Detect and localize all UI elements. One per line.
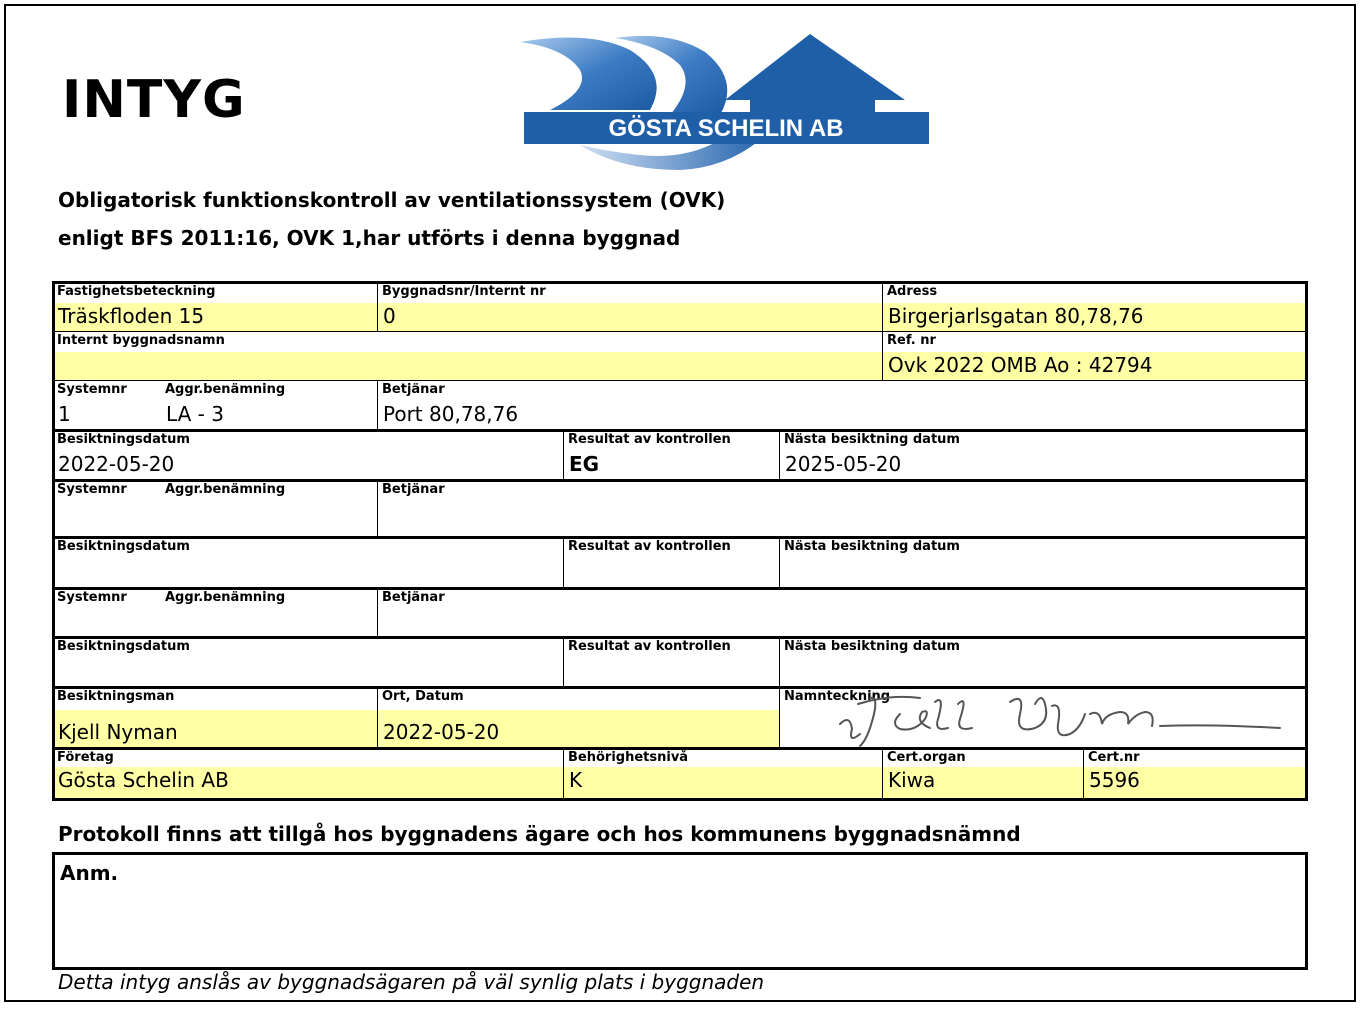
divider <box>52 429 1308 432</box>
byggnadsnr-value: 0 <box>383 304 396 328</box>
besiktningsman-cell[interactable] <box>52 687 378 749</box>
adress-value: Birgerjarlsgatan 80,78,76 <box>888 304 1144 328</box>
logo-text: GÖSTA SCHELIN AB <box>608 115 844 142</box>
resultat-label: Resultat av kontrollen <box>568 539 731 554</box>
ref-cell[interactable] <box>882 331 1308 381</box>
besiktningsdatum-cell[interactable] <box>52 430 564 480</box>
betjanar-label: Betjänar <box>382 590 445 605</box>
divider <box>52 587 1308 590</box>
ort-datum-label: Ort, Datum <box>382 689 464 704</box>
divider <box>52 536 1308 539</box>
betjanar-cell[interactable] <box>377 380 1308 430</box>
protocol-notice: Protokoll finns att tillgå hos byggnadens ägare och hos kommunens byggnadsnämnd <box>58 822 1021 846</box>
certorgan-cell[interactable] <box>882 748 1084 800</box>
divider <box>52 479 1308 482</box>
adress-label: Adress <box>887 284 938 299</box>
systemnr-cell[interactable] <box>52 480 378 538</box>
foretag-value: Gösta Schelin AB <box>58 768 229 792</box>
resultat-cell[interactable] <box>563 430 780 480</box>
aggr-label: Aggr.benämning <box>165 382 286 397</box>
nasta-besiktning-label: Nästa besiktning datum <box>784 639 960 654</box>
divider <box>52 686 1308 689</box>
nasta-besiktning-cell[interactable] <box>779 637 1308 688</box>
nasta-besiktning-label: Nästa besiktning datum <box>784 432 960 447</box>
certnr-label: Cert.nr <box>1088 750 1140 765</box>
resultat-value: EG <box>569 452 600 476</box>
ort-datum-value: 2022-05-20 <box>383 720 500 744</box>
namnteckning-cell[interactable] <box>779 687 1308 749</box>
systemnr-value: 1 <box>58 402 71 426</box>
aggr-label: Aggr.benämning <box>165 482 286 497</box>
systemnr-label: Systemnr <box>57 382 127 397</box>
betjanar-cell[interactable] <box>377 480 1308 538</box>
aggr-label: Aggr.benämning <box>165 590 286 605</box>
betjanar-label: Betjänar <box>382 482 445 497</box>
ref-label: Ref. nr <box>887 333 936 348</box>
systemnr-cell[interactable] <box>52 380 378 430</box>
byggnadsnr-cell[interactable] <box>377 282 883 332</box>
besiktningsdatum-cell[interactable] <box>52 537 564 588</box>
besiktningsdatum-label: Besiktningsdatum <box>57 539 190 554</box>
byggnadsnr-label: Byggnadsnr/Internt nr <box>382 284 546 299</box>
besiktningsdatum-label: Besiktningsdatum <box>57 639 190 654</box>
ort-datum-cell[interactable] <box>377 687 780 749</box>
divider <box>52 747 1308 750</box>
resultat-label: Resultat av kontrollen <box>568 432 731 447</box>
company-logo <box>520 30 930 180</box>
intro-line-1: Obligatorisk funktionskontroll av ventilationssystem (OVK) <box>58 188 726 212</box>
besiktningsman-label: Besiktningsman <box>57 689 175 704</box>
besiktningsman-value: Kjell Nyman <box>58 720 178 744</box>
namnteckning-label: Namnteckning <box>784 689 891 704</box>
adress-cell[interactable] <box>882 282 1308 332</box>
betjanar-value: Port 80,78,76 <box>383 402 519 426</box>
divider <box>52 636 1308 639</box>
resultat-cell[interactable] <box>563 537 780 588</box>
nasta-besiktning-value: 2025-05-20 <box>785 452 902 476</box>
aggr-value: LA - 3 <box>166 402 224 426</box>
fastighet-value: Träskfloden 15 <box>58 304 205 328</box>
besiktningsdatum-cell[interactable] <box>52 637 564 688</box>
besiktningsdatum-label: Besiktningsdatum <box>57 432 190 447</box>
betjanar-cell[interactable] <box>377 588 1308 638</box>
ref-value: Ovk 2022 OMB Ao : 42794 <box>888 353 1153 377</box>
foretag-cell[interactable] <box>52 748 564 800</box>
certnr-value: 5596 <box>1089 768 1140 792</box>
fastighet-cell[interactable] <box>52 282 378 332</box>
resultat-cell[interactable] <box>563 637 780 688</box>
intro-line-2: enligt BFS 2011:16, OVK 1,har utförts i denna byggnad <box>58 226 681 250</box>
systemnr-label: Systemnr <box>57 590 127 605</box>
behorighet-value: K <box>569 768 583 792</box>
foretag-label: Företag <box>57 750 114 765</box>
systemnr-label: Systemnr <box>57 482 127 497</box>
betjanar-label: Betjänar <box>382 382 445 397</box>
nasta-besiktning-label: Nästa besiktning datum <box>784 539 960 554</box>
anm-box[interactable] <box>52 852 1308 970</box>
resultat-label: Resultat av kontrollen <box>568 639 731 654</box>
certorgan-value: Kiwa <box>888 768 936 792</box>
besiktningsdatum-value: 2022-05-20 <box>58 452 175 476</box>
fastighet-label: Fastighetsbeteckning <box>57 284 216 299</box>
behorighet-label: Behörighetsnivå <box>568 750 689 765</box>
nasta-besiktning-cell[interactable] <box>779 537 1308 588</box>
anm-label: Anm. <box>60 861 119 885</box>
certorgan-label: Cert.organ <box>887 750 966 765</box>
behorighet-cell[interactable] <box>563 748 883 800</box>
certnr-cell[interactable] <box>1083 748 1308 800</box>
nasta-besiktning-cell[interactable] <box>779 430 1308 480</box>
systemnr-cell[interactable] <box>52 588 378 638</box>
document-title: INTYG <box>62 70 246 130</box>
internt-cell[interactable] <box>52 331 883 381</box>
internt-label: Internt byggnadsnamn <box>57 333 225 348</box>
footer-note: Detta intyg anslås av byggnadsägaren på väl synlig plats i byggnaden <box>58 970 765 994</box>
